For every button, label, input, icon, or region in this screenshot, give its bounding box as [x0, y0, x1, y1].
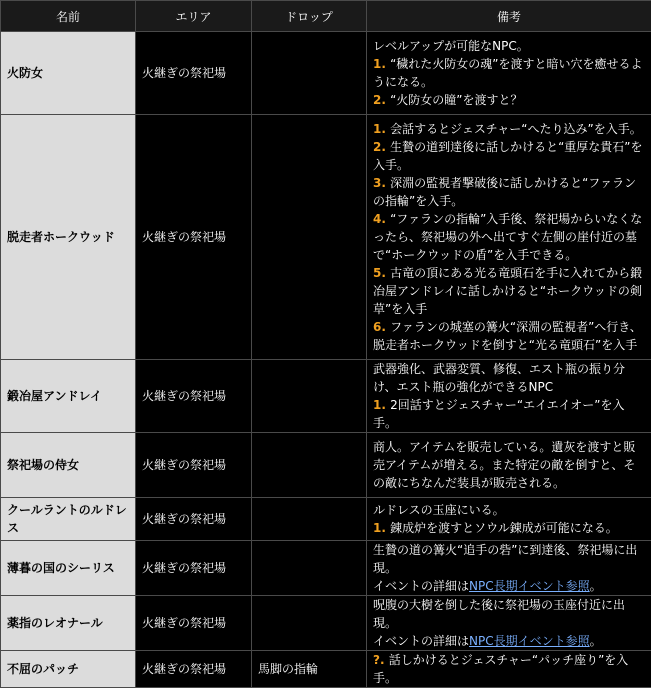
step-number: 6.	[373, 320, 390, 334]
npc-area: 火継ぎの祭祀場	[136, 541, 252, 596]
note-line	[373, 501, 645, 519]
note-text: 呪腹の大樹を倒した後に祭祀場の玉座付近に出現。	[373, 598, 625, 630]
npc-notes	[367, 360, 651, 433]
npc-name: 脱走者ホークウッド	[1, 115, 136, 360]
npc-notes	[367, 651, 651, 688]
npc-name: 鍛冶屋アンドレイ	[1, 360, 136, 433]
npc-area: 火継ぎの祭祀場	[136, 651, 252, 688]
table-row	[1, 596, 651, 651]
note-text: レベルアップが可能なNPC。	[373, 39, 529, 53]
step-number: 3.	[373, 176, 390, 190]
note-line	[373, 91, 645, 109]
note-line	[373, 210, 645, 264]
note-text: 商人。アイテムを販売している。遺灰を渡すと販売アイテムが増える。また特定の敵を倒すと、その敵にちなんだ装具が販売される。	[373, 440, 635, 490]
step-number: ?.	[373, 653, 389, 667]
note-text: 話しかけるとジェスチャー“パッチ座り”を入手。	[373, 653, 628, 685]
table-row	[1, 433, 651, 498]
step-number: 4.	[373, 212, 390, 226]
step-number: 1.	[373, 521, 390, 535]
header-notes: 備考	[367, 1, 651, 32]
header-row	[1, 1, 651, 32]
note-text: “火防女の瞳”を渡すと？	[390, 93, 522, 107]
note-text: 2回話すとジェスチャー“エイエイオー”を入手。	[373, 398, 624, 430]
table-row	[1, 541, 651, 596]
step-number: 1.	[373, 57, 390, 71]
npc-area: 火継ぎの祭祀場	[136, 596, 252, 651]
npc-name: 火防女	[1, 32, 136, 115]
note-text: 生贄の道到達後に話しかけると“重厚な貴石”を入手。	[373, 140, 643, 172]
note-text: 武器強化、武器変質、修復、エスト瓶の振り分け、エスト瓶の強化ができるNPC	[373, 362, 625, 394]
note-line	[373, 37, 645, 55]
table-row	[1, 32, 651, 115]
note-text: ファランの城塞の篝火“深淵の監視者”へ行き、脱走者ホークウッドを倒すと“光る竜頭石”を入手	[373, 320, 642, 352]
npc-drop	[252, 596, 367, 651]
note-line	[373, 438, 645, 492]
note-text: 錬成炉を渡すとソウル錬成が可能になる。	[390, 521, 618, 535]
note-line	[373, 596, 645, 632]
npc-name: 不屈のパッチ	[1, 651, 136, 688]
table-row	[1, 498, 651, 541]
npc-area: 火継ぎの祭祀場	[136, 360, 252, 433]
note-line	[373, 577, 645, 595]
step-number: 1.	[373, 398, 390, 412]
npc-notes	[367, 541, 651, 596]
note-text: 深淵の監視者撃破後に話しかけると“ファランの指輪”を入手。	[373, 176, 636, 208]
npc-area: 火継ぎの祭祀場	[136, 433, 252, 498]
note-text: イベントの詳細は	[373, 579, 469, 593]
npc-drop	[252, 32, 367, 115]
note-text: 生贄の道の篝火“追手の砦”に到達後、祭祀場に出現。	[373, 543, 637, 575]
step-number: 2.	[373, 140, 390, 154]
note-line	[373, 174, 645, 210]
npc-notes	[367, 115, 651, 360]
npc-notes	[367, 596, 651, 651]
npc-drop	[252, 360, 367, 433]
note-line	[373, 120, 645, 138]
note-line	[373, 138, 645, 174]
step-number: 1.	[373, 122, 390, 136]
npc-name: 祭祀場の侍女	[1, 433, 136, 498]
note-line	[373, 541, 645, 577]
npc-drop: 馬脚の指輪	[252, 651, 367, 688]
npc-name: クールラントのルドレス	[1, 498, 136, 541]
event-link[interactable]: NPC長期イベント参照	[469, 579, 590, 593]
note-text: 会話するとジェスチャー“へたり込み”を入手。	[390, 122, 642, 136]
table-row	[1, 360, 651, 433]
npc-area: 火継ぎの祭祀場	[136, 498, 252, 541]
npc-notes	[367, 433, 651, 498]
note-text: 。	[590, 579, 602, 593]
npc-name: 薄暮の国のシーリス	[1, 541, 136, 596]
note-line	[373, 55, 645, 91]
note-text: “穢れた火防女の魂”を渡すと暗い穴を癒せるようになる。	[373, 57, 643, 89]
npc-area: 火継ぎの祭祀場	[136, 32, 252, 115]
npc-drop	[252, 115, 367, 360]
note-line	[373, 396, 645, 432]
note-text: “ファランの指輪”入手後、祭祀場からいなくなったら、祭祀場の外へ出てすぐ左側の崖付近の墓で“ホークウッドの盾”を入手できる。	[373, 212, 642, 262]
header-name: 名前	[1, 1, 136, 32]
note-line	[373, 632, 645, 650]
npc-drop	[252, 498, 367, 541]
note-line	[373, 519, 645, 537]
note-text: イベントの詳細は	[373, 634, 469, 648]
npc-drop	[252, 433, 367, 498]
note-line	[373, 264, 645, 318]
note-line	[373, 651, 645, 687]
note-text: 。	[590, 634, 602, 648]
npc-drop	[252, 541, 367, 596]
table-row	[1, 115, 651, 360]
npc-area: 火継ぎの祭祀場	[136, 115, 252, 360]
npc-name: 薬指のレオナール	[1, 596, 136, 651]
header-drop: ドロップ	[252, 1, 367, 32]
step-number: 5.	[373, 266, 390, 280]
npc-notes	[367, 32, 651, 115]
header-area: エリア	[136, 1, 252, 32]
note-line	[373, 318, 645, 354]
table-row	[1, 651, 651, 688]
note-text: 古竜の頂にある光る竜頭石を手に入れてから鍛冶屋アンドレイに話しかけると“ホークウッドの剣草”を入手	[373, 266, 642, 316]
note-text: ルドレスの玉座にいる。	[373, 503, 505, 517]
npc-notes	[367, 498, 651, 541]
note-line	[373, 360, 645, 396]
event-link[interactable]: NPC長期イベント参照	[469, 634, 590, 648]
step-number: 2.	[373, 93, 390, 107]
